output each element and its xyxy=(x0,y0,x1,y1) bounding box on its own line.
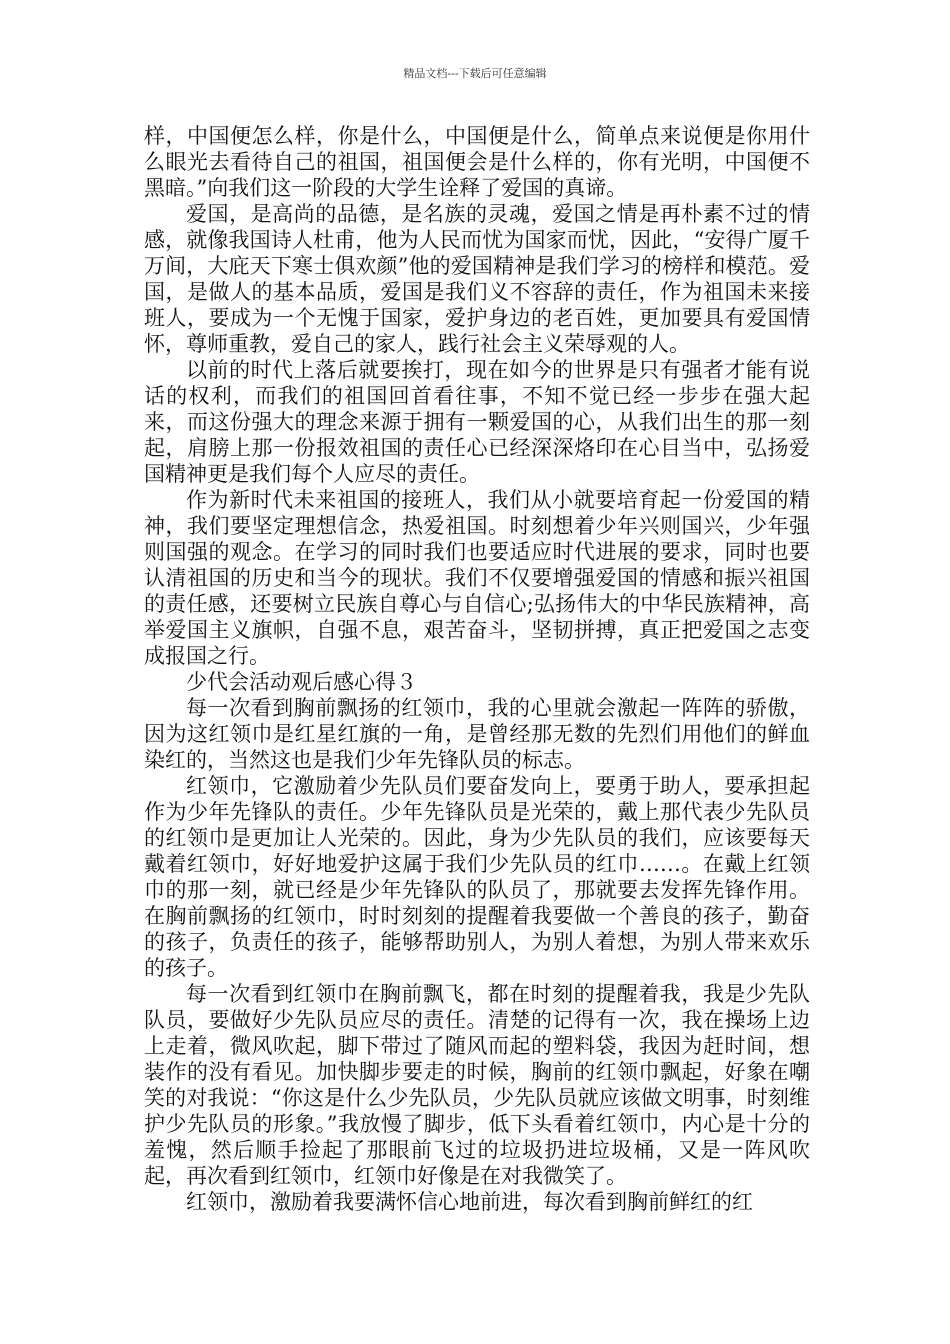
paragraph: 每一次看到红领巾在胸前飘飞，都在时刻的提醒着我，我是少先队队员，要做好少先队员应尽的责任。清楚的记得有一次，我在操场上边上走着，微风吹起，脚下带过了随风而起的塑料袋，我因为赶时间，想装作的没有看见。加快脚步要走的时候，胸前的红领巾飘起，好象在嘲笑的对我说：“你这是什么少先队员，少先队员就应该做文明事，时刻维护少先队员的形象。”我放慢了脚步，低下头看着红领巾，内心是十分的羞愧，然后顺手捡起了那眼前飞过的垃圾扔进垃圾桶，又是一阵风吹起，再次看到红领巾，红领巾好像是在对我微笑了。 xyxy=(144,982,810,1188)
paragraph: 红领巾，激励着我要满怀信心地前进，每次看到胸前鲜红的红 xyxy=(186,1190,753,1214)
paragraph: 爱国，是高尚的品德，是名族的灵魂，爱国之情是再朴素不过的情感，就像我国诗人杜甫，他为人民而忧为国家而忧，因此，“安得广厦千万间，大庇天下寒士俱欢颜”他的爱国精神是我们学习的榜样和模范。爱国，是做人的基本品质，爱国是我们义不容辞的责任，作为祖国未来接班人，要成为一个无愧于国家，爱护身边的老百姓，更加要具有爱国情怀，尊师重教，爱自己的家人，践行社会主义荣辱观的人。 xyxy=(144,202,810,356)
paragraph: 以前的时代上落后就要挨打，现在如今的世界是只有强者才能有说话的权利，而我们的祖国回首看往事，不知不觉已经一步步在强大起来，而这份强大的理念来源于拥有一颗爱国的心，从我们出生的那一刻起，肩膀上那一份报效祖国的责任心已经深深烙印在心目当中，弘扬爱国精神更是我们每个人应尽的责任。 xyxy=(144,358,810,486)
section-title: 少代会活动观后感心得３ xyxy=(186,670,417,694)
document-body xyxy=(144,123,810,1215)
paragraph: 作为新时代未来祖国的接班人，我们从小就要培育起一份爱国的精神，我们要坚定理想信念，热爱祖国。时刻想着少年兴则国兴，少年强则国强的观念。在学习的同时我们也要适应时代进展的要求，同时也要认清祖国的历史和当今的现状。我们不仅要增强爱国的情感和振兴祖国的责任感，还要树立民族自尊心与自信心;弘扬伟大的中华民族精神，高举爱国主义旗帜，自强不息，艰苦奋斗，坚韧拼搏，真正把爱国之志变成报国之行。 xyxy=(144,488,810,668)
paragraph: 红领巾，它激励着少先队员们要奋发向上，要勇于助人，要承担起作为少年先锋队的责任。少年先锋队员是光荣的，戴上那代表少先队员的红领巾是更加让人光荣的。因此，身为少先队员的我们，应该要每天戴着红领巾，好好地爱护这属于我们少先队员的红巾……。在戴上红领巾的那一刻，就已经是少年先锋队的队员了，那就要去发挥先锋作用。在胸前飘扬的红领巾，时时刻刻的提醒着我要做一个善良的孩子，勤奋的孩子，负责任的孩子，能够帮助别人，为别人着想，为别人带来欢乐的孩子。 xyxy=(144,774,810,980)
paragraph-continuation: 样，中国便怎么样，你是什么，中国便是什么，简单点来说便是你用什么眼光去看待自己的祖国，祖国便会是什么样的，你有光明，中国便不黑暗。”向我们这一阶段的大学生诠释了爱国的真谛。 xyxy=(144,124,810,200)
page-header: 精品文档---下载后可任意编辑 xyxy=(403,67,547,80)
paragraph: 每一次看到胸前飘扬的红领巾，我的心里就会激起一阵阵的骄傲，因为这红领巾是红星红旗的一角，是曾经那无数的先烈们用他们的鲜血染红的，当然这也是我们少年先锋队员的标志。 xyxy=(144,696,810,772)
